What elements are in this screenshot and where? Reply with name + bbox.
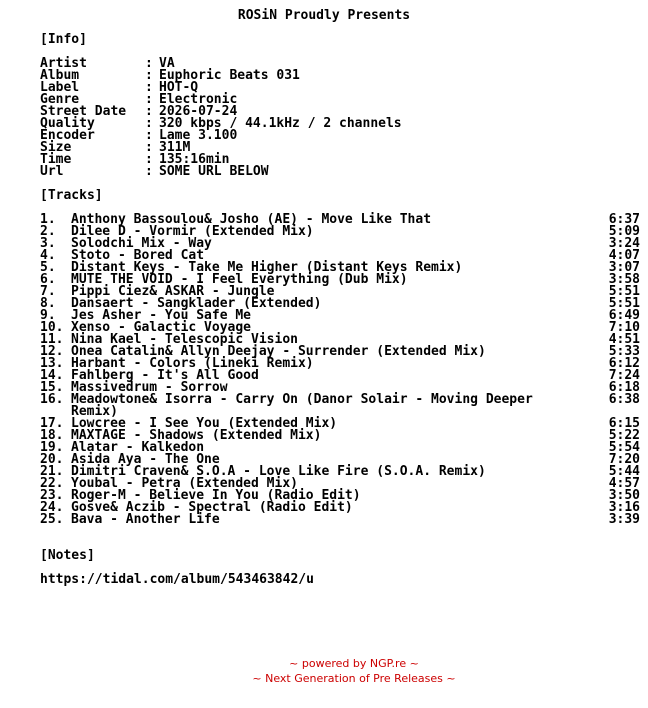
spacer	[40, 22, 640, 34]
info-row	[40, 94, 640, 106]
track-duration: 3:39	[608, 512, 640, 527]
track-number: 25.	[40, 512, 64, 527]
track-duration: 7:24	[608, 368, 640, 383]
track-duration: 4:57	[608, 476, 640, 491]
info-separator: :	[145, 140, 153, 155]
info-key: Url	[40, 164, 64, 179]
track-duration: 3:24	[608, 236, 640, 251]
track-duration: 4:51	[608, 332, 640, 347]
track-title: Pippi Ciez& ASKAR - Jungle	[71, 284, 275, 299]
track-number: 24.	[40, 500, 64, 515]
track-number: 23.	[40, 488, 64, 503]
info-value: Electronic	[159, 92, 238, 107]
footer-tagline: ~ Next Generation of Pre Releases ~	[252, 672, 456, 685]
spacer	[40, 538, 640, 550]
track-duration: 5:09	[608, 224, 640, 239]
track-duration: 5:54	[608, 440, 640, 455]
track-title: Gosve& Aczib - Spectral (Radio Edit)	[71, 500, 353, 515]
info-heading: [Info]	[40, 32, 87, 47]
notes-url: https://tidal.com/album/543463842/u	[40, 572, 314, 587]
nfo-document	[40, 10, 640, 586]
track-title: Harbant - Colors (Lineki Remix)	[71, 356, 314, 371]
track-number: 22.	[40, 476, 64, 491]
track-number: 14.	[40, 368, 64, 383]
track-number: 6.	[40, 272, 56, 287]
track-title: Anthony Bassoulou& Josho (AE) - Move Like That	[71, 212, 432, 227]
track-number: 8.	[40, 296, 56, 311]
track-number: 15.	[40, 380, 64, 395]
track-title: Meadowtone& Isorra - Carry On (Danor Solair - Moving Deeper	[71, 392, 533, 407]
track-title: Dansaert - Sangklader (Extended)	[71, 296, 322, 311]
track-number: 1.	[40, 212, 56, 227]
info-separator: :	[145, 56, 153, 71]
info-row	[40, 142, 640, 154]
footer	[0, 656, 648, 686]
info-key: Time	[40, 152, 72, 167]
info-row	[40, 70, 640, 82]
info-key: Label	[40, 80, 80, 95]
info-key: Encoder	[40, 128, 95, 143]
track-number: 20.	[40, 452, 64, 467]
track-title-wrap: Remix)	[71, 404, 118, 419]
info-value: SOME URL BELOW	[159, 164, 269, 179]
track-duration: 3:50	[608, 488, 640, 503]
track-title: Asida Aya - The One	[71, 452, 220, 467]
track-number: 9.	[40, 308, 56, 323]
info-row	[40, 82, 640, 94]
info-separator: :	[145, 92, 153, 107]
track-number: 4.	[40, 248, 56, 263]
track-title: Lowcree - I See You (Extended Mix)	[71, 416, 338, 431]
track-duration: 5:44	[608, 464, 640, 479]
info-separator: :	[145, 152, 153, 167]
info-value: 2026-07-24	[159, 104, 238, 119]
track-title: Fahlberg - It's All Good	[71, 368, 259, 383]
track-title: Onea Catalin& Allyn Deejay - Surrender (Extended Mix)	[71, 344, 486, 359]
info-key: Artist	[40, 56, 87, 71]
tracklist	[40, 214, 640, 526]
info-separator: :	[145, 128, 153, 143]
info-separator: :	[145, 116, 153, 131]
track-number: 19.	[40, 440, 64, 455]
info-row	[40, 130, 640, 142]
track-title: Stoto - Bored Cat	[71, 248, 205, 263]
track-duration: 6:38	[608, 392, 640, 407]
info-section	[40, 58, 640, 178]
info-key: Genre	[40, 92, 80, 107]
track-title: Distant Keys - Take Me Higher (Distant Keys Remix)	[71, 260, 463, 275]
track-number: 12.	[40, 344, 64, 359]
track-duration: 5:51	[608, 296, 640, 311]
footer-powered-by: ~ powered by NGP.re ~	[289, 657, 419, 670]
track-title: Jes Asher - You Safe Me	[71, 308, 252, 323]
track-number: 5.	[40, 260, 56, 275]
track-title: Xenso - Galactic Voyage	[71, 320, 252, 335]
track-duration: 4:07	[608, 248, 640, 263]
track-number: 7.	[40, 284, 56, 299]
track-title: Dimitri Craven& S.O.A - Love Like Fire (S.O.A. Remix)	[71, 464, 486, 479]
spacer	[40, 46, 640, 58]
track-duration: 6:12	[608, 356, 640, 371]
info-separator: :	[145, 68, 153, 83]
track-row	[40, 394, 640, 406]
track-title: MAXTAGE - Shadows (Extended Mix)	[71, 428, 322, 443]
track-number: 3.	[40, 236, 56, 251]
track-duration: 7:20	[608, 452, 640, 467]
track-title: Massivedrum - Sorrow	[71, 380, 228, 395]
track-duration: 5:33	[608, 344, 640, 359]
info-row	[40, 58, 640, 70]
track-number: 10.	[40, 320, 64, 335]
info-key: Quality	[40, 116, 95, 131]
track-number: 17.	[40, 416, 64, 431]
track-duration: 7:10	[608, 320, 640, 335]
track-number: 18.	[40, 428, 64, 443]
info-row	[40, 154, 640, 166]
track-duration: 5:22	[608, 428, 640, 443]
track-duration: 6:15	[608, 416, 640, 431]
track-duration: 3:07	[608, 260, 640, 275]
track-duration: 6:18	[608, 380, 640, 395]
track-number: 16.	[40, 392, 64, 407]
info-separator: :	[145, 80, 153, 95]
track-duration: 6:49	[608, 308, 640, 323]
track-title: Bava - Another Life	[71, 512, 220, 527]
info-value: Euphoric Beats 031	[159, 68, 300, 83]
track-title: Youbal - Petra (Extended Mix)	[71, 476, 298, 491]
info-value: HOT-Q	[159, 80, 199, 95]
notes-heading: [Notes]	[40, 548, 95, 563]
tracks-heading: [Tracks]	[40, 188, 103, 203]
track-number: 2.	[40, 224, 56, 239]
track-duration: 6:37	[608, 212, 640, 227]
track-number: 21.	[40, 464, 64, 479]
track-row	[40, 514, 640, 526]
info-key: Album	[40, 68, 80, 83]
track-title: Roger-M - Believe In You (Radio Edit)	[71, 488, 361, 503]
spacer	[40, 178, 640, 190]
info-row	[40, 166, 640, 178]
info-separator: :	[145, 164, 153, 179]
info-value: 135:16min	[159, 152, 230, 167]
info-key: Street Date	[40, 104, 127, 119]
track-title: MUTE THE VOID - I Feel Everything (Dub Mix)	[71, 272, 408, 287]
track-title: Alatar - Kalkedon	[71, 440, 205, 455]
track-duration: 3:58	[608, 272, 640, 287]
track-title: Nina Kael - Telescopic Vision	[71, 332, 298, 347]
track-title: Dilee D - Vormir (Extended Mix)	[71, 224, 314, 239]
page-title: ROSiN Proudly Presents	[237, 8, 411, 23]
track-duration: 3:16	[608, 500, 640, 515]
spacer	[40, 526, 640, 538]
info-value: 311M	[159, 140, 191, 155]
info-key: Size	[40, 140, 72, 155]
info-value: VA	[159, 56, 175, 71]
track-number: 11.	[40, 332, 64, 347]
info-value: 320 kbps / 44.1kHz / 2 channels	[159, 116, 402, 131]
track-duration: 5:51	[608, 284, 640, 299]
info-row	[40, 118, 640, 130]
info-separator: :	[145, 104, 153, 119]
info-value: Lame 3.100	[159, 128, 238, 143]
track-number: 13.	[40, 356, 64, 371]
track-title: Solodchi Mix - Way	[71, 236, 212, 251]
